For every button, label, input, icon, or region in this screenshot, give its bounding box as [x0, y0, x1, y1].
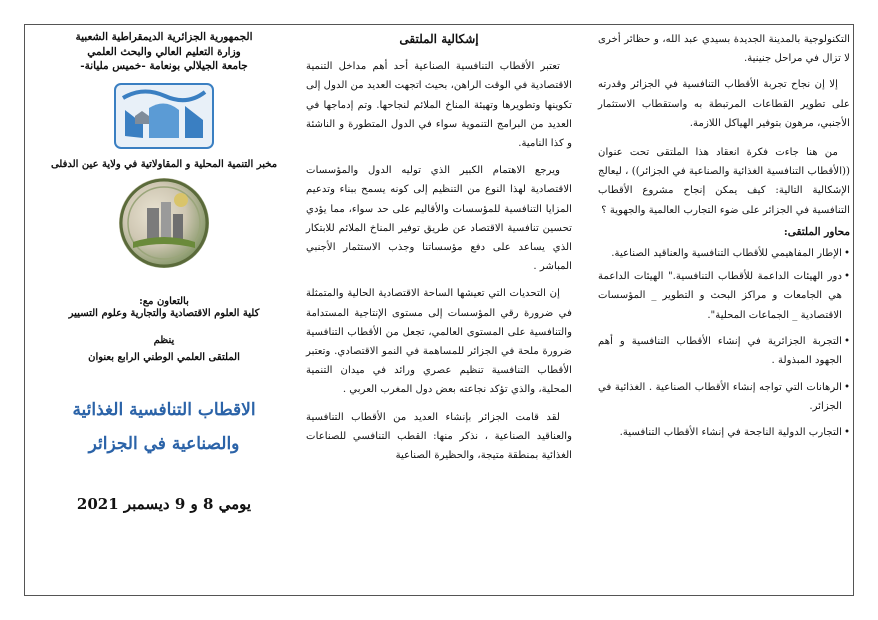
- middle-title: إشكالية الملتقى: [399, 32, 479, 46]
- axes-title: محاور الملتقى:: [783, 225, 850, 238]
- header-line: جامعة الجيلالي بونعامة -خميس مليانة-: [80, 60, 248, 72]
- right-paragraph-2: إلا إن نجاح تجربة الأقطاب التنافسية في الجزائر وقدرته على تطوير القطاعات المرتبطة به واستقطاب الاستثمار الأجنبي، مرهون بتوفير الهياكل اللازمة.: [598, 79, 850, 129]
- faculty-name: كلية العلوم الاقتصادية والتجارية وعلوم التسيير: [68, 307, 260, 319]
- university-logo-graphic: [113, 80, 215, 152]
- header-line: وزارة التعليم العالي والبحث العلمي: [87, 45, 241, 58]
- lab-name: مخبر التنمية المحلية و المقاولاتية في ولاية عين الدفلى: [50, 158, 278, 170]
- collab-label: بالتعاون مع:: [139, 295, 189, 307]
- left-panel: [44, 30, 284, 513]
- header-line: الجمهورية الجزائرية الديمقراطية الشعبية: [75, 31, 253, 43]
- conference-dates: يومي 8 و 9 ديسمبر 2021: [76, 494, 252, 513]
- university-logo: [113, 80, 215, 152]
- axis-item: • الإطار المفاهيمي للأقطاب التنافسية والعناقيد الصناعية.: [598, 244, 850, 263]
- right-paragraph-1: التكنولوجية بالمدينة الجديدة بسيدي عبد الله، و حظائر أخرى لا تزال في مراحل جنينية.: [598, 34, 850, 65]
- right-panel: [598, 30, 850, 442]
- axis-item: • التجارب الدولية الناجحة في إنشاء الأقطاب التنافسية.: [598, 423, 850, 442]
- middle-paragraph-3: إن التحديات التي تعيشها الساحة الاقتصادية الحالية والمتمثلة في ضرورة رقي المؤسسات إلى مستوى الإنتاجية المستدامة والتنافسية على المستوى العالمي، تجعل من الأقطاب التنافسية ضرورة ملحة في الجزائر للمساهمة في النمو الاقتصادي. وتعتبر الأقطاب التنافسية تنظيم عصري ورائد في ميدان التنمية المحلية، والذي تؤكد نجاعته بعض دول المغرب العربي .: [306, 288, 572, 396]
- lab-logo-graphic: [119, 178, 209, 268]
- organizes-label: ينظم: [153, 334, 175, 346]
- forum-label: الملتقى العلمي الوطني الرابع بعنوان: [88, 351, 240, 363]
- axes-list: [598, 244, 850, 442]
- axis-item: • الرهانات التي تواجه إنشاء الأقطاب الصناعية . الغذائية في الجزائر.: [598, 378, 850, 416]
- axis-item: • التجربة الجزائرية في إنشاء الأقطاب التنافسية و أهم الجهود المبذولة .: [598, 332, 850, 370]
- middle-panel: [306, 30, 572, 465]
- right-paragraph-3: من هنا جاءت فكرة انعقاد هذا الملتقى تحت عنوان ((الأقطاب التنافسية الغذائية والصناعية في الجزائر)) ، ليعالج الإشكالية التالية: كيف يمكن إنجاح مشروع الأقطاب التنافسية في الجزائر على ضوء التجارب العالمية والجهوية ؟: [598, 147, 850, 216]
- middle-paragraph-1: تعتبر الأقطاب التنافسية الصناعية أحد أهم مداخل التنمية الاقتصادية في الوقت الراهن، بحيث اتجهت العديد من الدول إلى تكوينها وتطويرها وتهيئة المناخ الملائم لنجاحها. وتم إدماجها في العديد من البرامج التنموية سواء في الدول المتطورة و الناشئة و كذا النامية.: [306, 61, 572, 150]
- middle-paragraph-4: لقد قامت الجزائر بإنشاء العديد من الأقطاب التنافسية والعناقيد الصناعية ، نذكر منها: القطب التنافسي للصناعات الغذائية بمنطقة متيجة، والحظيرة الصناعية: [306, 411, 572, 462]
- lab-logo: [119, 178, 209, 268]
- conference-title: الاقطاب التنافسية الغذائية والصناعية في الجزائر: [72, 399, 256, 454]
- axis-item: • دور الهيئات الداعمة للأقطاب التنافسية." الهيئات الداعمة هي الجامعات و مراكز البحث و التطوير _ المؤسسات الاقتصادية _ الجماعات المحلية".: [598, 267, 850, 325]
- middle-paragraph-2: ويرجع الاهتمام الكبير الذي توليه الدول والمؤسسات الاقتصادية لهذا النوع من التنظيم إلى كونه يسمح ببناء وتدعيم المزايا التنافسية للمؤسسات والأقاليم على حد سواء، مما يؤدي تحسين تنافسية الاقتصاد عن طريق توفير المناخ الملائم للابتكار الذي يساعد على دفع مؤسساتنا وجذب الاستثمار الأجنبي المباشر .: [306, 165, 572, 273]
